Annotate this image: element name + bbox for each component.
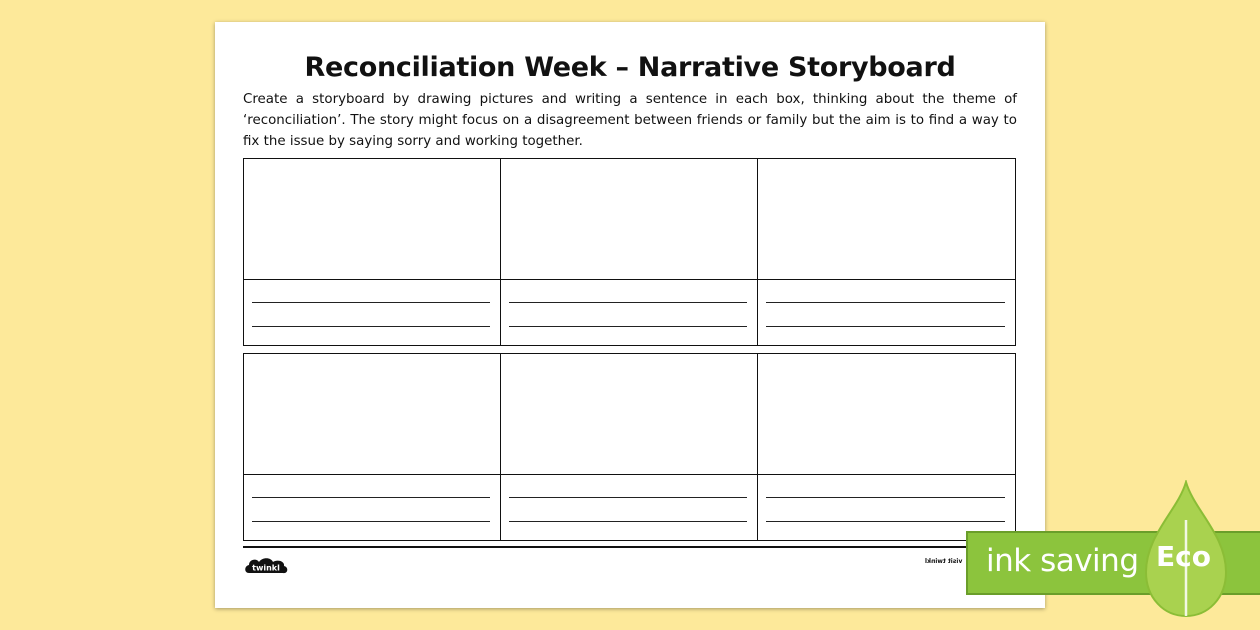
writing-line bbox=[509, 326, 747, 327]
drawing-box bbox=[758, 159, 1015, 280]
story-panel bbox=[244, 354, 501, 540]
writing-line bbox=[766, 326, 1005, 327]
page-title: Reconciliation Week – Narrative Storyboard bbox=[304, 52, 956, 83]
writing-area bbox=[244, 475, 500, 540]
worksheet-page bbox=[215, 22, 1045, 608]
writing-line bbox=[509, 521, 747, 522]
story-panel bbox=[501, 354, 758, 540]
instructions-text: Create a storyboard by drawing pictures and writing a sentence in each box, thinking about the theme of ‘reconciliation’. The story might focus on a disagreement between friends or family but the aim is to find a way to fix the issue by saying sorry and working together. bbox=[243, 92, 1017, 149]
writing-line bbox=[766, 521, 1005, 522]
twinkl-logo-text: twinkl bbox=[252, 563, 280, 573]
drawing-box bbox=[244, 159, 500, 280]
eco-label: Eco bbox=[1156, 540, 1211, 573]
story-panel bbox=[758, 354, 1015, 540]
writing-line bbox=[252, 326, 490, 327]
writing-area bbox=[244, 280, 500, 345]
drawing-box bbox=[758, 354, 1015, 475]
drawing-box bbox=[501, 354, 757, 475]
writing-area bbox=[501, 280, 757, 345]
writing-line bbox=[509, 497, 747, 498]
storyboard-row-2 bbox=[243, 353, 1016, 541]
writing-line bbox=[509, 302, 747, 303]
twinkl-logo bbox=[243, 554, 289, 578]
writing-area bbox=[501, 475, 757, 540]
writing-line bbox=[766, 497, 1005, 498]
writing-line bbox=[766, 302, 1005, 303]
writing-line bbox=[252, 497, 490, 498]
visit-text: visit twinkl bbox=[925, 558, 963, 565]
writing-line bbox=[252, 302, 490, 303]
writing-area bbox=[758, 280, 1015, 345]
story-panel bbox=[501, 159, 758, 345]
storyboard-row-1 bbox=[243, 158, 1016, 346]
story-panel bbox=[244, 159, 501, 345]
ink-saving-label: ink saving bbox=[986, 543, 1139, 579]
drawing-box bbox=[501, 159, 757, 280]
story-panel bbox=[758, 159, 1015, 345]
footer-divider bbox=[243, 546, 1016, 548]
drawing-box bbox=[244, 354, 500, 475]
writing-line bbox=[252, 521, 490, 522]
